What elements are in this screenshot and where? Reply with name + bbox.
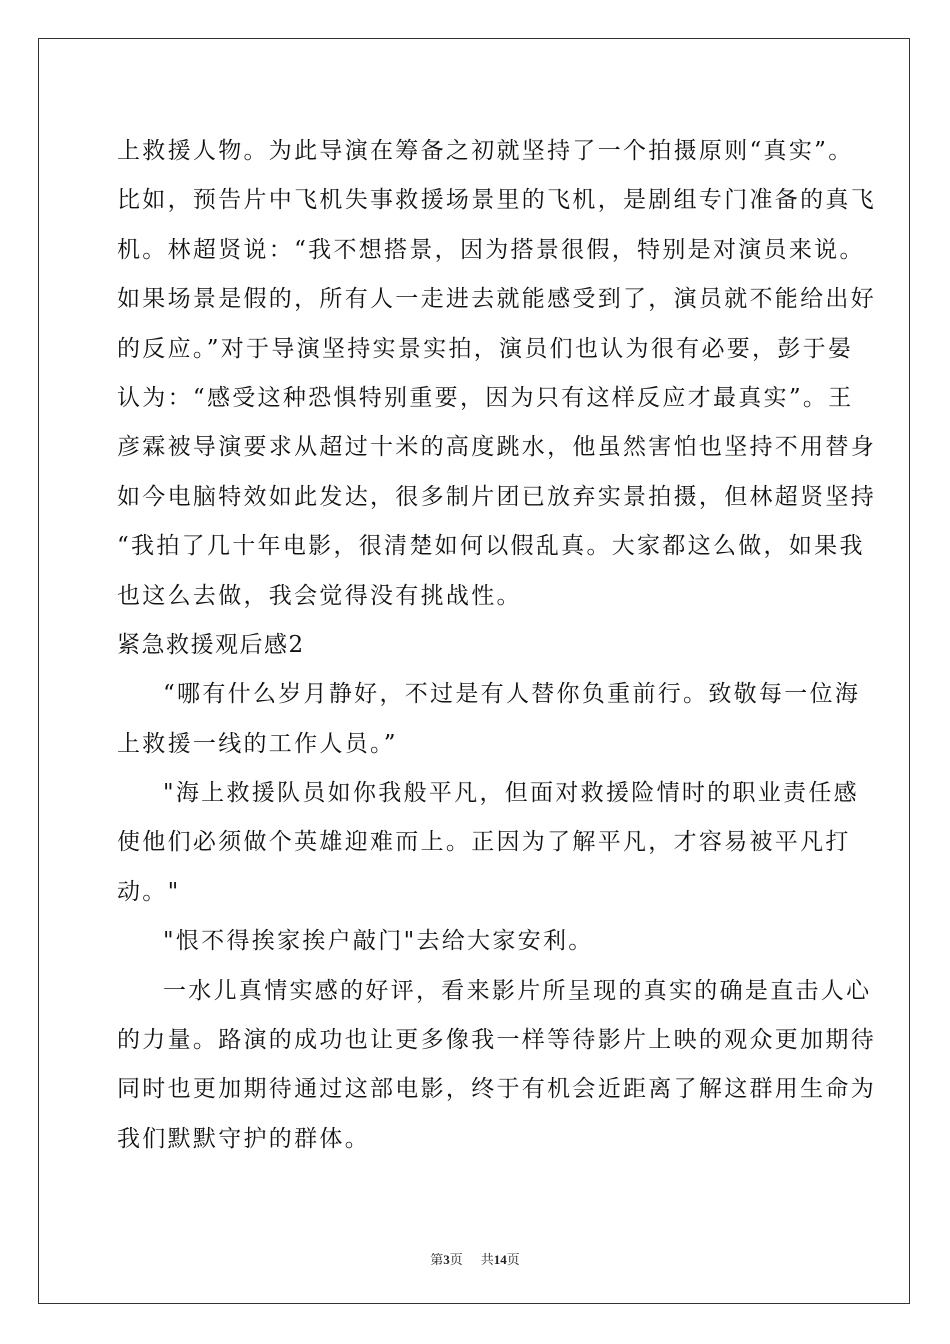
text-line: 比如，预告片中飞机失事救援场景里的飞机，是剧组专门准备的真飞 — [117, 187, 876, 214]
footer-total-pages: 14 — [493, 1252, 507, 1267]
footer-page-number: 3 — [443, 1252, 450, 1267]
text-line: "海上救援队员如你我般平凡，但面对救援险情时的职业责任感 — [163, 780, 859, 807]
text-line: 如今电脑特效如此发达，很多制片团已放弃实景拍摄，但林超贤坚持 — [117, 483, 876, 510]
text-line: “哪有什么岁月静好，不过是有人替你负重前行。致敬每一位海 — [163, 681, 861, 708]
text-line: 机。林超贤说：“我不想搭景，因为搭景很假，特别是对演员来说。 — [117, 236, 865, 263]
text-line: 同时也更加期待通过这部电影，终于有机会近距离了解这群用生命为 — [117, 1076, 876, 1103]
text-line: "恨不得挨家挨户敲门"去给大家安利。 — [163, 928, 594, 955]
text-line: 的力量。路演的成功也让更多像我一样等待影片上映的观众更加期待 — [117, 1027, 876, 1054]
text-line: 如果场景是假的，所有人一走进去就能感受到了，演员就不能给出好 — [117, 286, 876, 313]
footer-total-suffix: 页 — [506, 1252, 520, 1267]
text-line: “我拍了几十年电影，很清楚如何以假乱真。大家都这么做，如果我 — [117, 533, 865, 560]
text-line: 上救援一线的工作人员。” — [117, 730, 398, 757]
text-line: 的反应。”对于导演坚持实景实拍，演员们也认为很有必要，彭于晏 — [117, 335, 854, 362]
footer-total-prefix: 共 — [480, 1252, 494, 1267]
section-heading: 紧急救援观后感2 — [117, 631, 305, 658]
text-line: 也这么去做，我会觉得没有挑战性。 — [117, 582, 522, 609]
text-line: 我们默默守护的群体。 — [117, 1125, 370, 1152]
text-line: 彦霖被导演要求从超过十米的高度跳水，他虽然害怕也坚持不用替身 — [117, 434, 876, 461]
text-line: 一水儿真情实感的好评，看来影片所呈现的真实的确是直击人心 — [163, 977, 872, 1004]
text-line: 认为：“感受这种恐惧特别重要，因为只有这样反应才最真实”。王 — [117, 384, 854, 411]
footer-page-suffix: 页 — [449, 1252, 463, 1267]
page-footer — [0, 1249, 950, 1268]
text-line: 上救援人物。为此导演在筹备之初就坚持了一个拍摄原则“真实”。 — [117, 138, 854, 164]
text-line: 使他们必须做个英雄迎难而上。正因为了解平凡，才容易被平凡打 — [117, 829, 851, 856]
footer-page-prefix: 第 — [430, 1252, 444, 1267]
document-body — [117, 127, 876, 1164]
text-line: 动。" — [117, 878, 181, 905]
